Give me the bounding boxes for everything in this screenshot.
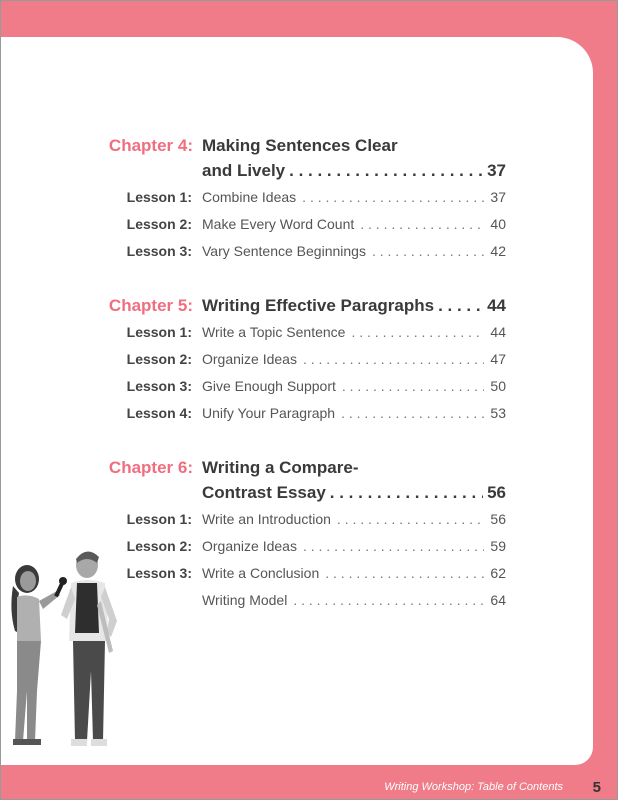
lesson-page-number: 53: [490, 405, 506, 421]
lesson-title: Combine Ideas: [202, 189, 297, 205]
chapter-title-line2: Contrast Essay: [202, 483, 326, 502]
chapter-title-line1: Writing a Compare-: [202, 458, 359, 477]
lesson-entry: [202, 508, 506, 530]
lesson-title: Writing Model: [202, 592, 288, 608]
chapter-label: Chapter 6:: [108, 458, 193, 477]
lesson-entry: [202, 186, 506, 208]
lesson-entry: [202, 240, 506, 262]
lesson-entry: [202, 213, 506, 235]
leader-dots: [302, 186, 484, 208]
lesson-entry: [202, 562, 506, 584]
leader-dots: [360, 213, 484, 235]
lesson-title: Unify Your Paragraph: [202, 405, 336, 421]
lesson-page-number: 42: [490, 243, 506, 259]
chapter-title: Writing Effective Paragraphs: [202, 296, 435, 315]
chapter-page-number: 37: [487, 161, 506, 180]
lesson-label: Lesson 2:: [126, 216, 192, 232]
lesson-page-number: 37: [490, 189, 506, 205]
lesson-label: Lesson 4:: [126, 405, 192, 421]
lesson-row[interactable]: [1, 186, 593, 208]
footer-page-number: 5: [592, 779, 601, 796]
chapter-title-line2-entry[interactable]: [202, 158, 506, 184]
lesson-entry: [202, 589, 506, 611]
lesson-label: Lesson 1:: [126, 189, 192, 205]
lesson-title: Write an Introduction: [202, 511, 331, 527]
leader-dots: [337, 508, 485, 530]
lesson-label: Lesson 1:: [126, 324, 192, 340]
chapter-title-line1: Making Sentences Clear: [202, 136, 398, 155]
leader-dots: [438, 293, 483, 319]
lesson-row[interactable]: [1, 375, 593, 397]
lesson-title: Write a Conclusion: [202, 565, 320, 581]
lesson-title: Write a Topic Sentence: [202, 324, 346, 340]
chapter-page-number: 44: [487, 296, 506, 315]
lesson-page-number: 47: [490, 351, 506, 367]
lesson-row[interactable]: [1, 213, 593, 235]
lesson-row[interactable]: [1, 240, 593, 262]
leader-dots: [351, 321, 484, 343]
chapter-page-number: 56: [487, 483, 506, 502]
leader-dots: [341, 402, 484, 424]
lesson-label: Lesson 2:: [126, 538, 192, 554]
lesson-entry: [202, 535, 506, 557]
chapter-title-line2: and Lively: [202, 161, 286, 180]
leader-dots: [303, 535, 484, 557]
lesson-label: Lesson 3:: [126, 565, 192, 581]
lesson-title: Vary Sentence Beginnings: [202, 243, 366, 259]
lesson-label: Lesson 3:: [126, 378, 192, 394]
lesson-page-number: 64: [490, 592, 506, 608]
lesson-entry: [202, 402, 506, 424]
lesson-page-number: 44: [490, 324, 506, 340]
leader-dots: [372, 240, 484, 262]
lesson-page-number: 62: [490, 565, 506, 581]
chapter-title-entry[interactable]: [202, 293, 506, 319]
lesson-title: Organize Ideas: [202, 538, 297, 554]
lesson-entry: [202, 321, 506, 343]
lesson-page-number: 40: [490, 216, 506, 232]
lesson-entry: [202, 375, 506, 397]
lesson-page-number: 50: [490, 378, 506, 394]
lesson-title: Organize Ideas: [202, 351, 297, 367]
lesson-row[interactable]: [1, 348, 593, 370]
leader-dots: [325, 562, 484, 584]
chapter-label: Chapter 5:: [108, 296, 193, 315]
students-interview-photo: [5, 541, 125, 761]
lesson-row[interactable]: [1, 321, 593, 343]
leader-dots: [303, 348, 484, 370]
lesson-label: Lesson 2:: [126, 351, 192, 367]
lesson-row[interactable]: [1, 508, 593, 530]
chapter-title-line2-entry[interactable]: [202, 480, 506, 506]
leader-dots: [289, 158, 483, 184]
lesson-entry: [202, 348, 506, 370]
leader-dots: [293, 589, 484, 611]
lesson-label: Lesson 1:: [126, 511, 192, 527]
chapter-label: Chapter 4:: [108, 136, 193, 155]
lesson-row[interactable]: [1, 402, 593, 424]
lesson-label: Lesson 3:: [126, 243, 192, 259]
lesson-title: Make Every Word Count: [202, 216, 355, 232]
leader-dots: [330, 480, 483, 506]
footer-title: Writing Workshop: Table of Contents: [384, 781, 563, 793]
lesson-page-number: 56: [490, 511, 506, 527]
leader-dots: [342, 375, 485, 397]
page-footer: [1, 779, 618, 799]
lesson-title: Give Enough Support: [202, 378, 336, 394]
lesson-page-number: 59: [490, 538, 506, 554]
